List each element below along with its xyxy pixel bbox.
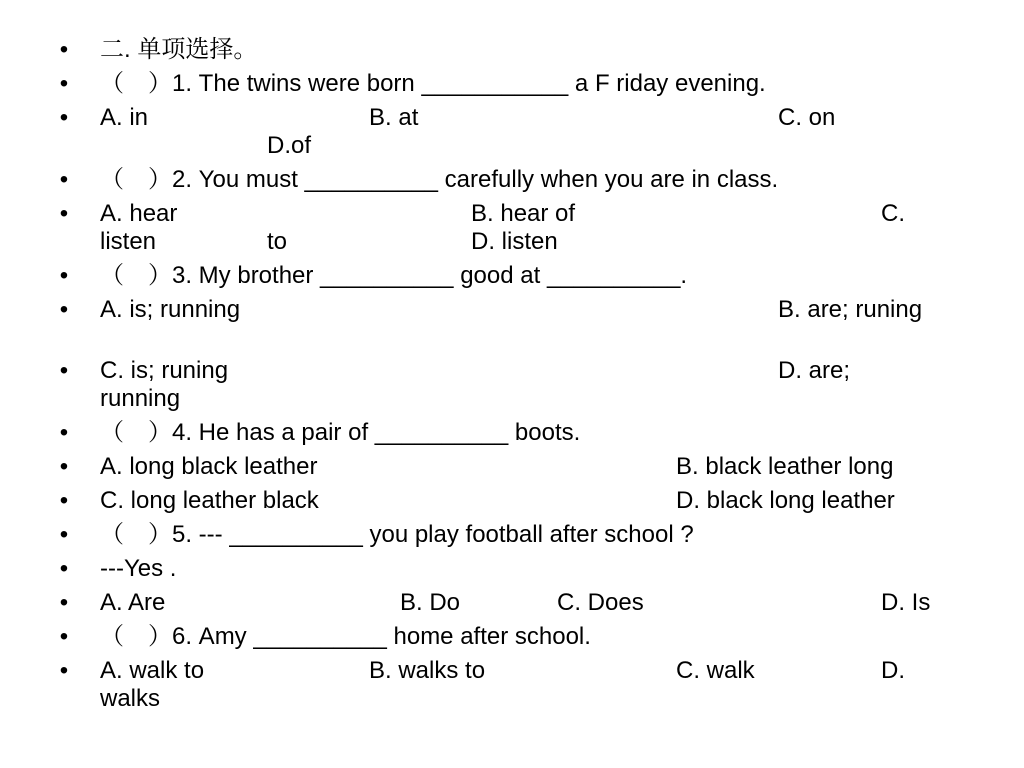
question-5-stem: （ ）5. --- __________ you play football after school ? xyxy=(100,521,694,548)
bullet-icon: • xyxy=(59,296,69,323)
option-c: C. walk xyxy=(676,657,755,684)
bullet-icon: • xyxy=(59,357,69,384)
question-4-stem: （ ）4. He has a pair of __________ boots. xyxy=(100,419,581,446)
question-3-stem: （ ）3. My brother __________ good at __________. xyxy=(100,262,688,289)
option-c-text: listen xyxy=(100,228,157,255)
bullet-icon: • xyxy=(59,453,69,480)
answer-line xyxy=(0,555,960,583)
question-stem xyxy=(0,166,960,194)
option-a: A. is; running xyxy=(100,296,241,323)
bullet-icon: • xyxy=(59,657,69,684)
bullet-icon: • xyxy=(59,200,69,227)
options-row xyxy=(0,357,960,413)
question-stem xyxy=(0,623,960,651)
option-b: B. Do xyxy=(400,589,461,616)
option-d: D.of xyxy=(267,132,312,159)
section-title-item xyxy=(0,36,960,64)
option-a: A. long black leather xyxy=(100,453,318,480)
option-a: A. hear xyxy=(100,200,178,227)
options-row xyxy=(0,589,960,617)
bullet-icon: • xyxy=(59,262,69,289)
option-c: C. long leather black xyxy=(100,487,319,514)
option-d: D. black long leather xyxy=(676,487,895,514)
option-d-text: walks xyxy=(100,685,161,712)
bullet-icon: • xyxy=(59,589,69,616)
option-c: C. on xyxy=(778,104,836,131)
bullet-icon: • xyxy=(59,623,69,650)
options-row xyxy=(0,104,960,160)
option-c-label: C. xyxy=(881,200,905,227)
option-c: C. Does xyxy=(557,589,644,616)
bullet-list xyxy=(0,36,1024,719)
bullet-icon: • xyxy=(59,487,69,514)
options-row xyxy=(0,453,960,481)
question-5-answer: ---Yes . xyxy=(100,555,177,582)
option-d-text: running xyxy=(100,385,181,412)
option-d-label: D. xyxy=(881,657,905,684)
question-stem xyxy=(0,262,960,290)
option-a: A. walk to xyxy=(100,657,205,684)
bullet-icon: • xyxy=(59,70,69,97)
option-d: D. listen xyxy=(471,228,558,255)
question-stem xyxy=(0,419,960,447)
bullet-icon: • xyxy=(59,166,69,193)
question-2-stem: （ ）2. You must __________ carefully when you are in class. xyxy=(100,166,779,193)
option-d: D. Is xyxy=(881,589,931,616)
option-b: B. at xyxy=(369,104,419,131)
bullet-icon: • xyxy=(59,104,69,131)
option-a: A. Are xyxy=(100,589,166,616)
bullet-icon: • xyxy=(59,521,69,548)
question-stem xyxy=(0,70,960,98)
option-b: B. are; runing xyxy=(778,296,923,323)
option-b: B. walks to xyxy=(369,657,486,684)
bullet-icon: • xyxy=(59,555,69,582)
question-6-stem: （ ）6. Amy __________ home after school. xyxy=(100,623,591,650)
options-row xyxy=(0,200,960,256)
option-b: B. hear of xyxy=(471,200,576,227)
option-b: B. black leather long xyxy=(676,453,894,480)
option-a: A. in xyxy=(100,104,149,131)
question-stem xyxy=(0,521,960,549)
option-d-label: D. are; xyxy=(778,357,851,384)
question-1-stem: （ ）1. The twins were born ___________ a F riday evening. xyxy=(100,70,766,97)
bullet-icon: • xyxy=(59,36,69,63)
bullet-icon: • xyxy=(59,419,69,446)
options-row xyxy=(0,296,960,324)
option-c-text-cont: to xyxy=(267,228,288,255)
options-row xyxy=(0,657,960,713)
option-c: C. is; runing xyxy=(100,357,229,384)
section-title: 二. 单项选择。 xyxy=(100,36,258,63)
options-row xyxy=(0,487,960,515)
